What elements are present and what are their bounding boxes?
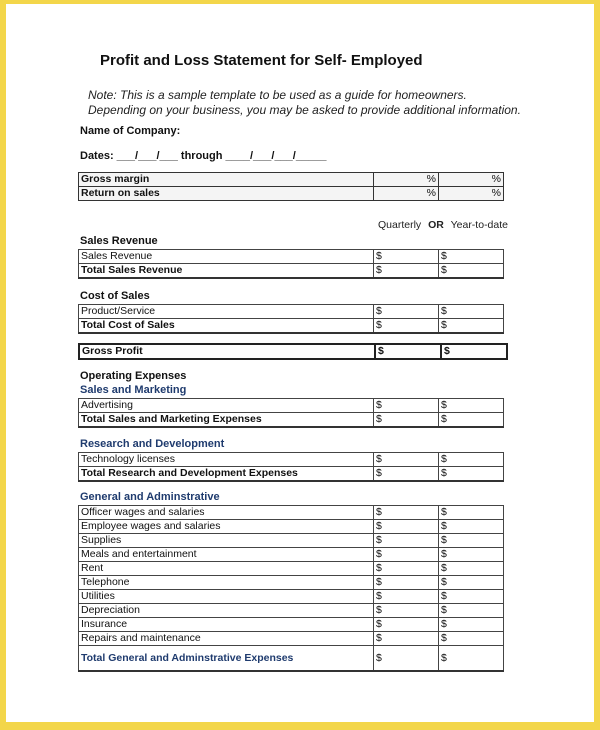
total-row — [79, 467, 504, 482]
amount-q-cell[interactable]: $ — [374, 590, 439, 604]
amount-q-cell[interactable]: $ — [374, 520, 439, 534]
table-row — [79, 548, 504, 562]
amount-q-cell[interactable]: $ — [374, 250, 439, 264]
amount-ytd-cell[interactable]: $ — [439, 520, 504, 534]
amount-ytd-cell[interactable]: $ — [439, 604, 504, 618]
general-row-label: Meals and entertainment — [79, 548, 374, 562]
amount-q-cell[interactable]: $ — [374, 399, 439, 413]
amount-q-cell[interactable]: $ — [375, 344, 441, 359]
amount-q-cell[interactable]: $ — [374, 576, 439, 590]
table-row — [79, 506, 504, 520]
amount-q-cell[interactable]: $ — [374, 618, 439, 632]
sales-table — [78, 249, 504, 279]
ytd-label: Year-to-date — [450, 219, 508, 231]
amount-ytd-cell[interactable]: $ — [439, 534, 504, 548]
marketing-heading: Sales and Marketing — [80, 384, 187, 396]
total-row — [79, 319, 504, 334]
research-total-label: Total Research and Development Expenses — [79, 467, 374, 482]
amount-ytd-cell[interactable]: $ — [439, 576, 504, 590]
amount-q-cell[interactable]: $ — [374, 319, 439, 334]
research-heading: Research and Development — [80, 438, 225, 450]
total-row — [79, 413, 504, 428]
or-label: OR — [428, 219, 444, 231]
total-row — [79, 646, 504, 672]
amount-q-cell[interactable]: $ — [374, 646, 439, 672]
margin-table — [78, 172, 504, 201]
quarterly-label: Quarterly — [378, 219, 422, 231]
sales-heading: Sales Revenue — [80, 235, 158, 247]
amount-ytd-cell[interactable]: $ — [439, 453, 504, 467]
amount-ytd-cell[interactable]: $ — [439, 506, 504, 520]
amount-ytd-cell[interactable]: $ — [439, 264, 504, 279]
general-heading: General and Adminstrative — [80, 491, 220, 503]
table-row — [79, 562, 504, 576]
sales-total-label: Total Sales Revenue — [79, 264, 374, 279]
table-row — [79, 453, 504, 467]
table-row — [79, 618, 504, 632]
amount-q-cell[interactable]: $ — [374, 506, 439, 520]
return-on-sales-ytd[interactable]: % — [439, 187, 504, 201]
amount-q-cell[interactable]: $ — [374, 548, 439, 562]
amount-ytd-cell[interactable]: $ — [439, 250, 504, 264]
cost-table — [78, 304, 504, 334]
amount-q-cell[interactable]: $ — [374, 604, 439, 618]
research-table — [78, 452, 504, 482]
amount-ytd-cell[interactable]: $ — [439, 467, 504, 482]
table-row — [79, 604, 504, 618]
gross-margin-ytd[interactable]: % — [439, 173, 504, 187]
gross-margin-q[interactable]: % — [374, 173, 439, 187]
table-row — [79, 520, 504, 534]
note-text — [88, 88, 521, 118]
sales-row-label: Sales Revenue — [79, 250, 374, 264]
general-row-label: Repairs and maintenance — [79, 632, 374, 646]
amount-ytd-cell[interactable]: $ — [439, 646, 504, 672]
return-on-sales-row — [79, 187, 504, 201]
period-header — [378, 219, 508, 231]
marketing-row-label: Advertising — [79, 399, 374, 413]
gross-margin-row — [79, 173, 504, 187]
operating-expenses-heading: Operating Expenses — [80, 370, 187, 382]
total-row — [79, 264, 504, 279]
return-on-sales-q[interactable]: % — [374, 187, 439, 201]
amount-q-cell[interactable]: $ — [374, 467, 439, 482]
amount-ytd-cell[interactable]: $ — [439, 319, 504, 334]
company-label: Name of Company: — [80, 125, 181, 137]
amount-q-cell[interactable]: $ — [374, 534, 439, 548]
table-row — [79, 632, 504, 646]
cost-heading: Cost of Sales — [80, 290, 150, 302]
amount-q-cell[interactable]: $ — [374, 453, 439, 467]
amount-q-cell[interactable]: $ — [374, 562, 439, 576]
research-row-label: Technology licenses — [79, 453, 374, 467]
amount-ytd-cell[interactable]: $ — [439, 548, 504, 562]
amount-ytd-cell[interactable]: $ — [439, 562, 504, 576]
amount-ytd-cell[interactable]: $ — [439, 618, 504, 632]
dates-label: Dates: ___/___/___ through ____/___/___/_____ — [80, 150, 327, 162]
amount-ytd-cell[interactable]: $ — [439, 632, 504, 646]
general-row-label: Insurance — [79, 618, 374, 632]
marketing-total-label: Total Sales and Marketing Expenses — [79, 413, 374, 428]
table-row — [79, 344, 507, 359]
gross-margin-label: Gross margin — [79, 173, 374, 187]
amount-ytd-cell[interactable]: $ — [441, 344, 507, 359]
gross-profit-table — [78, 343, 508, 360]
amount-ytd-cell[interactable]: $ — [439, 305, 504, 319]
table-row — [79, 576, 504, 590]
page-title: Profit and Loss Statement for Self- Employed — [100, 52, 423, 69]
amount-q-cell[interactable]: $ — [374, 264, 439, 279]
general-table — [78, 505, 504, 672]
general-row-label: Employee wages and salaries — [79, 520, 374, 534]
amount-q-cell[interactable]: $ — [374, 305, 439, 319]
amount-q-cell[interactable]: $ — [374, 632, 439, 646]
note-line-2: Depending on your business, you may be asked to provide additional information. — [88, 103, 521, 117]
general-row-label: Officer wages and salaries — [79, 506, 374, 520]
cost-total-label: Total Cost of Sales — [79, 319, 374, 334]
general-total-label: Total General and Adminstrative Expenses — [79, 646, 374, 672]
table-row — [79, 590, 504, 604]
return-on-sales-label: Return on sales — [79, 187, 374, 201]
amount-ytd-cell[interactable]: $ — [439, 590, 504, 604]
marketing-table — [78, 398, 504, 428]
amount-ytd-cell[interactable]: $ — [439, 413, 504, 428]
general-row-label: Utilities — [79, 590, 374, 604]
general-row-label: Rent — [79, 562, 374, 576]
gross-profit-label: Gross Profit — [79, 344, 375, 359]
general-row-label: Supplies — [79, 534, 374, 548]
table-row — [79, 399, 504, 413]
general-row-label: Depreciation — [79, 604, 374, 618]
cost-row-label: Product/Service — [79, 305, 374, 319]
amount-q-cell[interactable]: $ — [374, 413, 439, 428]
table-row — [79, 305, 504, 319]
table-row — [79, 534, 504, 548]
table-row — [79, 250, 504, 264]
amount-ytd-cell[interactable]: $ — [439, 399, 504, 413]
note-line-1: Note: This is a sample template to be used as a guide for homeowners. — [88, 88, 467, 102]
general-row-label: Telephone — [79, 576, 374, 590]
